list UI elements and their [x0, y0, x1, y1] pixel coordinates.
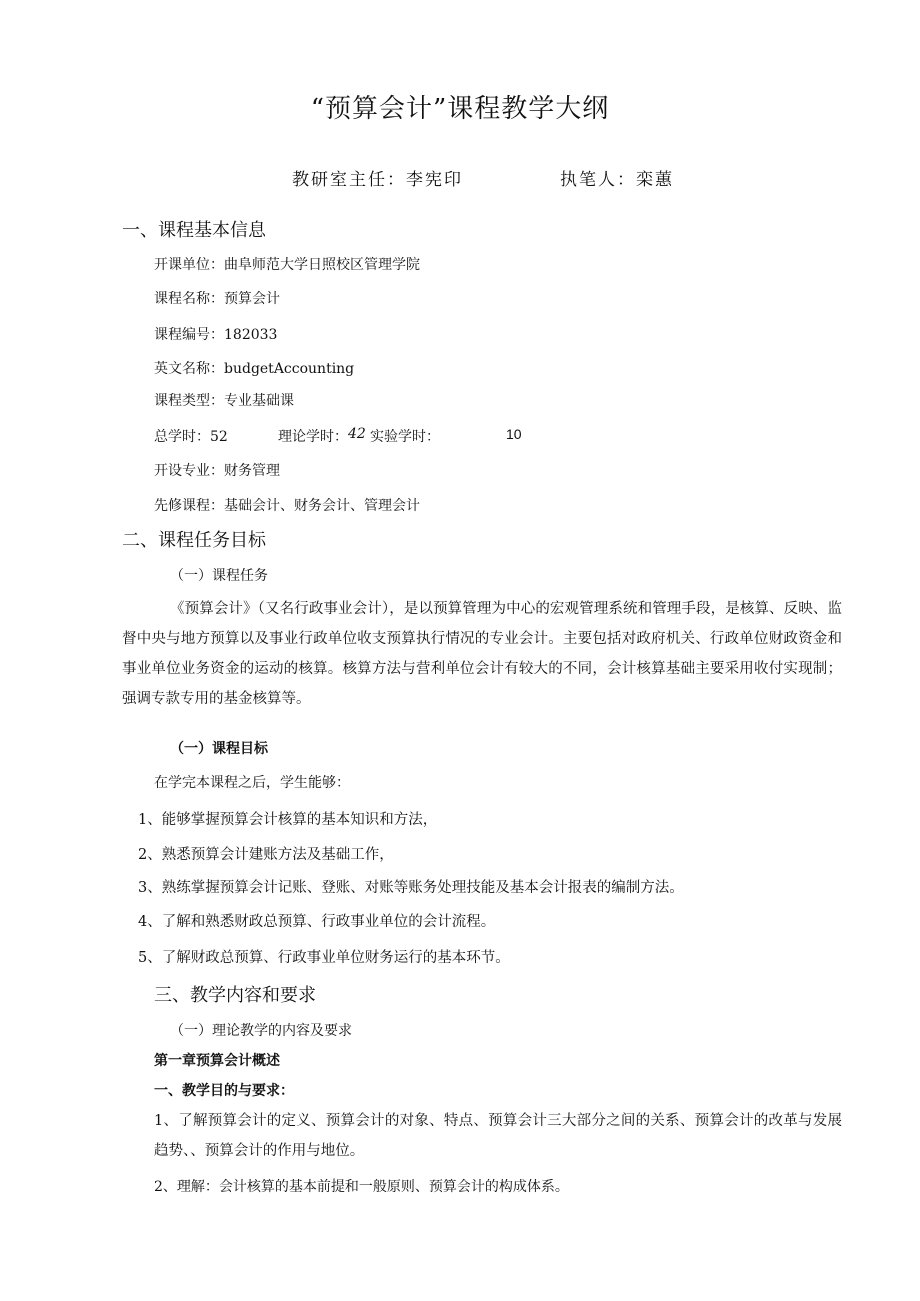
- info-prerequisites: 先修课程：基础会计、财务会计、管理会计: [154, 498, 420, 514]
- info-hours-theory-value: 42: [348, 426, 366, 442]
- director-line: 教研室主任：李宪印: [292, 170, 463, 190]
- info-major: 开设专业：财务管理: [154, 463, 280, 479]
- purpose-item-2: 2、理解：会计核算的基本前提和一般原则、预算会计的构成体系。: [154, 1179, 569, 1195]
- goal-item-4: 4、了解和熟悉财政总预算、行政事业单位的会计流程。: [138, 914, 496, 930]
- page-title: “预算会计”课程教学大纲: [310, 94, 610, 124]
- goal-item-3: 3、熟练掌握预算会计记账、登账、对账等账务处理技能及基本会计报表的编制方法。: [138, 880, 684, 896]
- info-course-name: 课程名称：预算会计: [154, 291, 280, 307]
- info-hours-lab-label: 实验学时：: [370, 429, 440, 445]
- section2-heading: 二、课程任务目标: [122, 530, 266, 551]
- task-paragraph: 《预算会计》（又名行政事业会计），是以预算管理为中心的宏观管理系统和管理手段，是核算、反映、监督中央与地方预算以及事业行政单位收支预算执行情况的专业会计。主要包括对政府机关、行政单位财政资金和事业单位业务资金的运动的核算。核算方法与营利单位会计有较大的不同，会计核算基础主要采用收付实现制；强调专款专用的基金核算等。: [122, 601, 842, 707]
- info-course-type: 课程类型：专业基础课: [154, 393, 294, 409]
- goal-item-5: 5、了解财政总预算、行政事业单位财务运行的基本环节。: [138, 950, 510, 966]
- writer-line: 执笔人：栾蕙: [560, 170, 674, 190]
- info-hours-total: 总学时：52: [154, 429, 228, 445]
- purpose-heading: 一、教学目的与要求：: [154, 1083, 294, 1099]
- task-heading: （一）课程任务: [170, 568, 268, 584]
- theory-heading: （一）理论教学的内容及要求: [170, 1023, 352, 1039]
- goal-item-1: 1、能够掌握预算会计核算的基本知识和方法，: [138, 812, 438, 828]
- purpose-item-1: [154, 1106, 842, 1166]
- purpose-item-1-text: 1、了解预算会计的定义、预算会计的对象、特点、预算会计三大部分之间的关系、预算会计的改革与发展趋势、、预算会计的作用与地位。: [154, 1113, 842, 1159]
- goal-item-2: 2、熟悉预算会计建账方法及基础工作，: [138, 847, 394, 863]
- section3-heading: 三、教学内容和要求: [154, 985, 316, 1006]
- goal-intro: 在学完本课程之后，学生能够：: [154, 775, 350, 791]
- section1-heading: 一、课程基本信息: [122, 220, 266, 241]
- goal-heading: （一）课程目标: [170, 741, 268, 757]
- info-hours-lab-value: 10: [506, 426, 522, 442]
- info-english-name: 英文名称：budgetAccounting: [154, 361, 355, 377]
- info-hours-theory-label: 理论学时：: [278, 429, 348, 445]
- chapter1-title: 第一章预算会计概述: [154, 1053, 280, 1069]
- info-unit: 开课单位：曲阜师范大学日照校区管理学院: [154, 257, 420, 273]
- info-course-code: 课程编号：182033: [154, 327, 278, 343]
